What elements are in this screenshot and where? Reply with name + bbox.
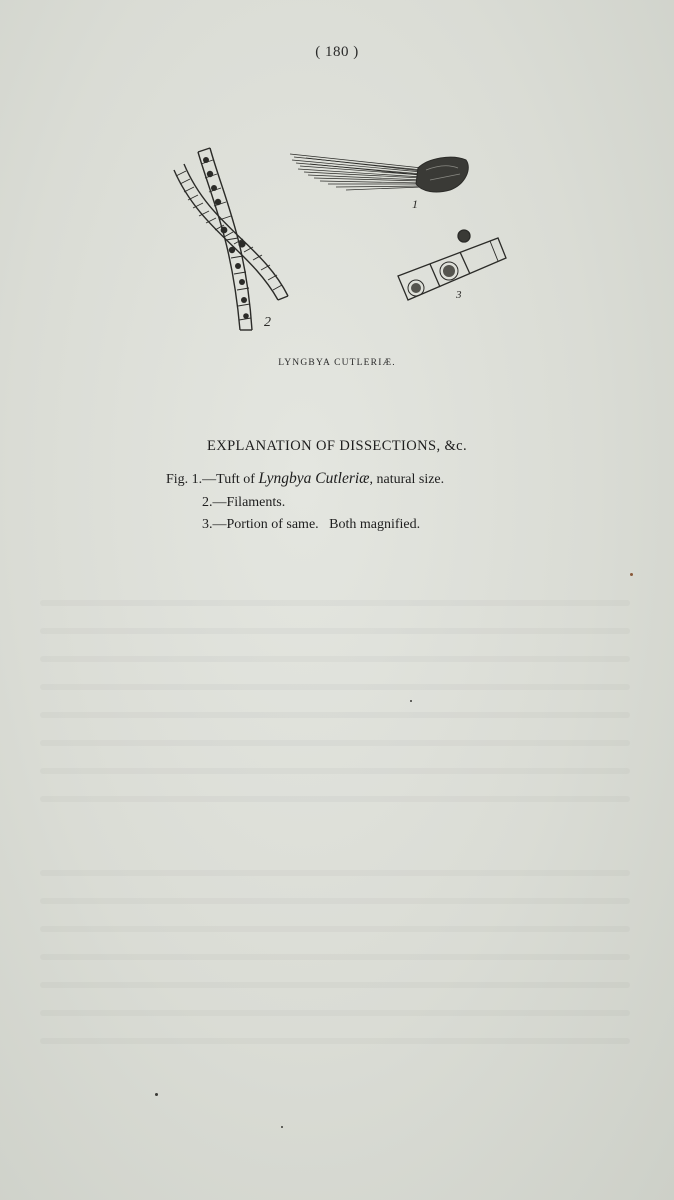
figure-1-suffix: , natural size.	[369, 472, 445, 487]
botanical-plate-illustration	[160, 140, 520, 340]
paper-speck	[630, 573, 633, 576]
figure-label-3: 3	[456, 289, 462, 301]
figure-label-2: 2	[264, 315, 271, 330]
species-name: Lyngbya Cutleriæ	[258, 470, 370, 487]
bleed-through-line	[40, 740, 630, 746]
figure-label-1: 1	[412, 197, 418, 211]
bleed-through-line	[40, 768, 630, 774]
bleed-through-line	[40, 926, 630, 932]
explanation-heading: EXPLANATION OF DISSECTIONS, &c.	[206, 438, 468, 454]
bleed-through-line	[40, 982, 630, 988]
bleed-through-line	[40, 898, 630, 904]
bleed-through-line	[40, 1010, 630, 1016]
paper-speck	[281, 1126, 283, 1128]
magnified-portion-figure	[398, 230, 506, 300]
filaments-figure	[174, 148, 288, 330]
bleed-through-line	[40, 656, 630, 662]
bleed-through-line	[40, 954, 630, 960]
figure-2-explanation: 2.—Filaments.	[202, 495, 286, 510]
tuft-figure	[290, 154, 468, 192]
bleed-through-line	[40, 600, 630, 606]
paper-speck	[410, 700, 412, 702]
bleed-through-line	[40, 684, 630, 690]
bleed-through-line	[40, 870, 630, 876]
figure-3-explanation: 3.—Portion of same. Both magnified.	[202, 517, 421, 532]
figure-1-explanation	[166, 470, 444, 488]
plate-caption: LYNGBYA CUTLERIÆ.	[278, 358, 396, 368]
bleed-through-line	[40, 628, 630, 634]
paper-speck	[155, 1093, 158, 1096]
page-number: ( 180 )	[315, 44, 359, 60]
figure-1-prefix: Fig. 1.—Tuft of	[166, 472, 259, 487]
bleed-through-line	[40, 712, 630, 718]
bleed-through-line	[40, 796, 630, 802]
bleed-through-line	[40, 1038, 630, 1044]
